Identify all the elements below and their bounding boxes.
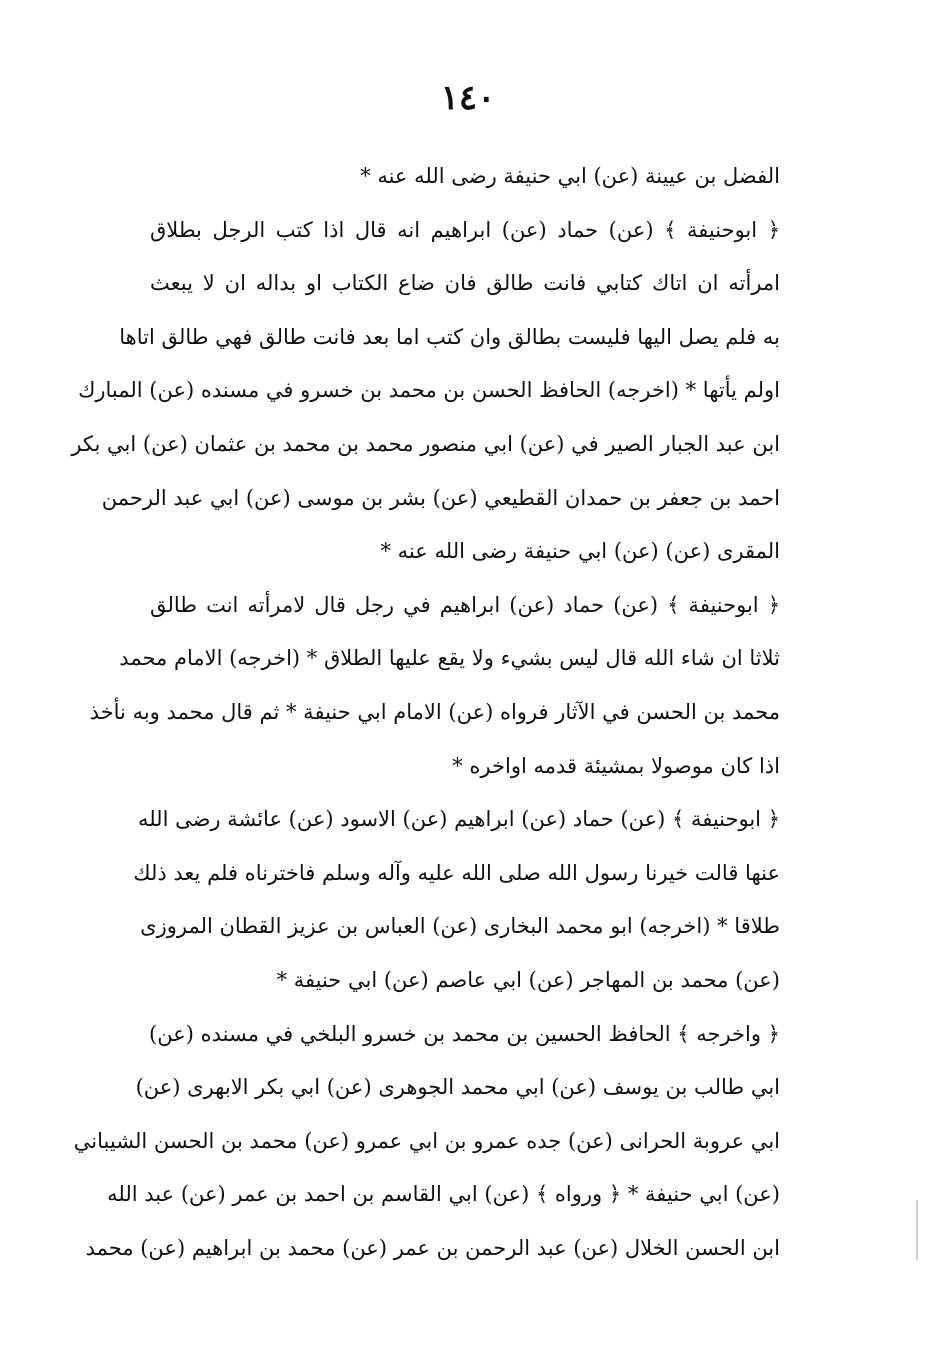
text-line: ثلاثا ان شاء الله قال ليس بشيء ولا يقع عليها الطلاق * (اخرجه) الامام محمد bbox=[119, 646, 780, 671]
scan-margin-mark bbox=[916, 1200, 918, 1260]
text-line: امرأته ان اتاك كتابي فانت طالق فان ضاع الكتاب او بداله ان لا يبعث bbox=[150, 271, 780, 296]
page-number: ١٤٠ bbox=[440, 78, 496, 118]
text-line: ﴿ واخرجه ﴾ الحافظ الحسين بن محمد بن خسرو البلخي في مسنده (عن) bbox=[149, 1021, 780, 1046]
text-line: (عن) محمد بن المهاجر (عن) ابي عاصم (عن) ابي حنيفة * bbox=[276, 967, 780, 992]
text-line: ابي عروبة الحرانى (عن) جده عمرو بن ابي عمرو (عن) محمد بن الحسن الشيباني bbox=[73, 1128, 780, 1153]
text-line: ابن عبد الجبار الصير في (عن) ابي منصور محمد بن محمد بن عثمان (عن) ابي بكر bbox=[71, 431, 780, 456]
text-line: ابي طالب بن يوسف (عن) ابي محمد الجوهرى (عن) ابي بكر الابهرى (عن) bbox=[135, 1075, 780, 1100]
text-line: ﴿ ابوحنيفة ﴾ (عن) حماد (عن) ابراهيم انه قال اذا كتب الرجل بطلاق bbox=[150, 217, 780, 242]
text-line: محمد بن الحسن في الآثار فرواه (عن) الامام ابي حنيفة * ثم قال محمد وبه نأخذ bbox=[89, 699, 780, 724]
body-text bbox=[71, 150, 780, 1275]
text-line: اولم يأتها * (اخرجه) الحافظ الحسن بن محمد بن خسرو في مسنده (عن) المبارك bbox=[78, 378, 780, 403]
text-line: ابن الحسن الخلال (عن) عبد الرحمن بن عمر (عن) محمد بن ابراهيم (عن) محمد bbox=[85, 1235, 780, 1260]
text-line: اذا كان موصولا بمشيئة قدمه اواخره * bbox=[452, 753, 780, 778]
text-line: الفضل بن عيينة (عن) ابي حنيفة رضى الله عنه * bbox=[360, 164, 780, 188]
text-line: ﴿ ابوحنيفة ﴾ (عن) حماد (عن) ابراهيم (عن) الاسود (عن) عائشة رضى الله bbox=[137, 807, 780, 832]
text-line: احمد بن جعفر بن حمدان القطيعي (عن) بشر بن موسى (عن) ابي عبد الرحمن bbox=[101, 485, 780, 510]
text-line: ﴿ ابوحنيفة ﴾ (عن) حماد (عن) ابراهيم في رجل قال لامرأته انت طالق bbox=[150, 592, 780, 617]
text-line: المقرى (عن) (عن) ابي حنيفة رضى الله عنه * bbox=[380, 539, 780, 564]
text-line: عنها قالت خيرنا رسول الله صلى الله عليه وآله وسلم فاخترناه فلم يعد ذلك bbox=[133, 860, 780, 885]
text-line: طلاقا * (اخرجه) ابو محمد البخارى (عن) العباس بن عزيز القطان المروزى bbox=[140, 914, 780, 939]
text-line: (عن) ابي حنيفة * ﴿ ورواه ﴾ (عن) ابي القاسم بن احمد بن عمر (عن) عبد الله bbox=[107, 1182, 780, 1207]
text-line: به فلم يصل اليها فليست بطالق وان كتب اما بعد فانت طالق فهي طالق اتاها bbox=[119, 324, 780, 349]
